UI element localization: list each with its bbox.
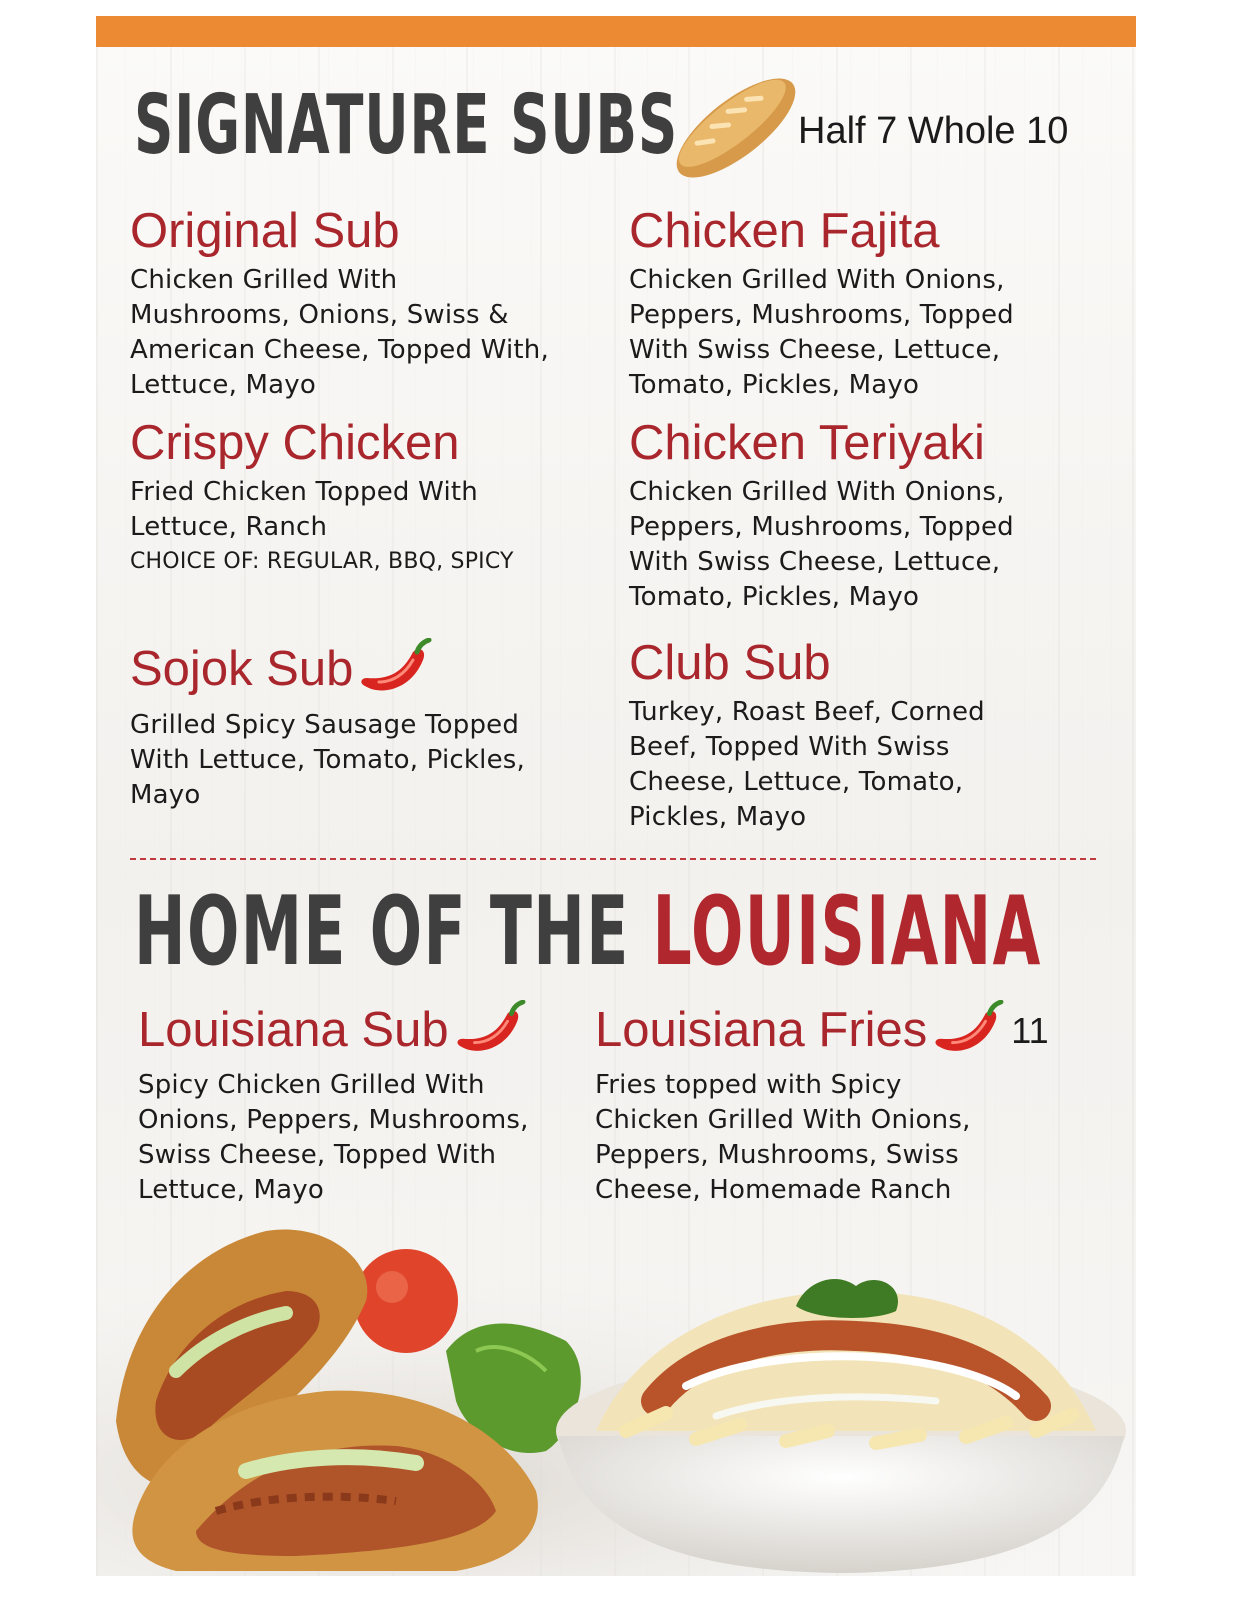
menu-item-louisiana-fries — [595, 1000, 1095, 1208]
item-name: Louisiana Fries — [595, 1003, 928, 1058]
menu-item-original-sub — [130, 206, 590, 403]
sub-price-note: Half 7 Whole 10 — [798, 110, 1069, 152]
item-name: Chicken Teriyaki — [629, 416, 985, 470]
item-name-row — [595, 1000, 1095, 1062]
tomato-garnish — [354, 1249, 458, 1353]
item-description: Chicken Grilled With Mushrooms, Onions, Swiss & American Cheese, Topped With, Lettuce, Mayo — [130, 265, 549, 401]
section-title-signature-subs: SIGNATURE SUBS — [134, 76, 678, 173]
item-name: Louisiana Sub — [138, 1003, 449, 1058]
item-name: Chicken Fajita — [629, 204, 940, 258]
top-accent-bar — [96, 16, 1136, 47]
item-description: Spicy Chicken Grilled With Onions, Peppers, Mushrooms, Swiss Cheese, Topped With Lettuce, Mayo — [138, 1070, 529, 1205]
chili-pepper-icon — [455, 1000, 529, 1062]
menu-item-club-sub — [629, 638, 1089, 835]
menu-panel — [96, 16, 1136, 1576]
item-name: Club Sub — [629, 636, 831, 690]
chili-pepper-icon — [359, 638, 435, 702]
section-divider — [130, 858, 1096, 860]
item-name-row — [130, 638, 590, 702]
item-choice-note: CHOICE OF: REGULAR, BBQ, SPICY — [130, 549, 514, 575]
section-title-louisiana — [134, 875, 1042, 987]
item-name: Crispy Chicken — [130, 416, 460, 470]
baguette-icon — [666, 66, 806, 190]
item-description: Grilled Spicy Sausage Topped With Lettuce, Tomato, Pickles, Mayo — [130, 710, 525, 810]
menu-item-chicken-fajita — [629, 206, 1089, 403]
menu-item-louisiana-sub — [138, 1000, 578, 1208]
item-description: Chicken Grilled With Onions, Peppers, Mushrooms, Topped With Swiss Cheese, Lettuce, Tomato, Pickles, Mayo — [629, 477, 1014, 613]
item-description: Fried Chicken Topped With Lettuce, Ranch — [130, 477, 478, 543]
menu-item-sojok-sub — [130, 638, 590, 813]
title-part-dark: HOME OF THE — [134, 875, 630, 987]
item-price: 11 — [1011, 1010, 1049, 1052]
item-description: Fries topped with Spicy Chicken Grilled With Onions, Peppers, Mushrooms, Swiss Cheese, Homemade Ranch — [595, 1070, 971, 1205]
food-photo — [96, 1201, 1136, 1576]
title-part-red: LOUISIANA — [652, 875, 1042, 987]
item-name-row — [138, 1000, 578, 1062]
item-name: Sojok Sub — [130, 642, 354, 697]
item-name: Original Sub — [130, 204, 400, 258]
chili-pepper-icon — [933, 1000, 1007, 1062]
item-description: Turkey, Roast Beef, Corned Beef, Topped With Swiss Cheese, Lettuce, Tomato, Pickles, Mayo — [629, 697, 985, 833]
menu-item-chicken-teriyaki — [629, 418, 1089, 615]
menu-item-crispy-chicken — [130, 418, 590, 579]
item-description: Chicken Grilled With Onions, Peppers, Mushrooms, Topped With Swiss Cheese, Lettuce, Tomato, Pickles, Mayo — [629, 265, 1014, 401]
